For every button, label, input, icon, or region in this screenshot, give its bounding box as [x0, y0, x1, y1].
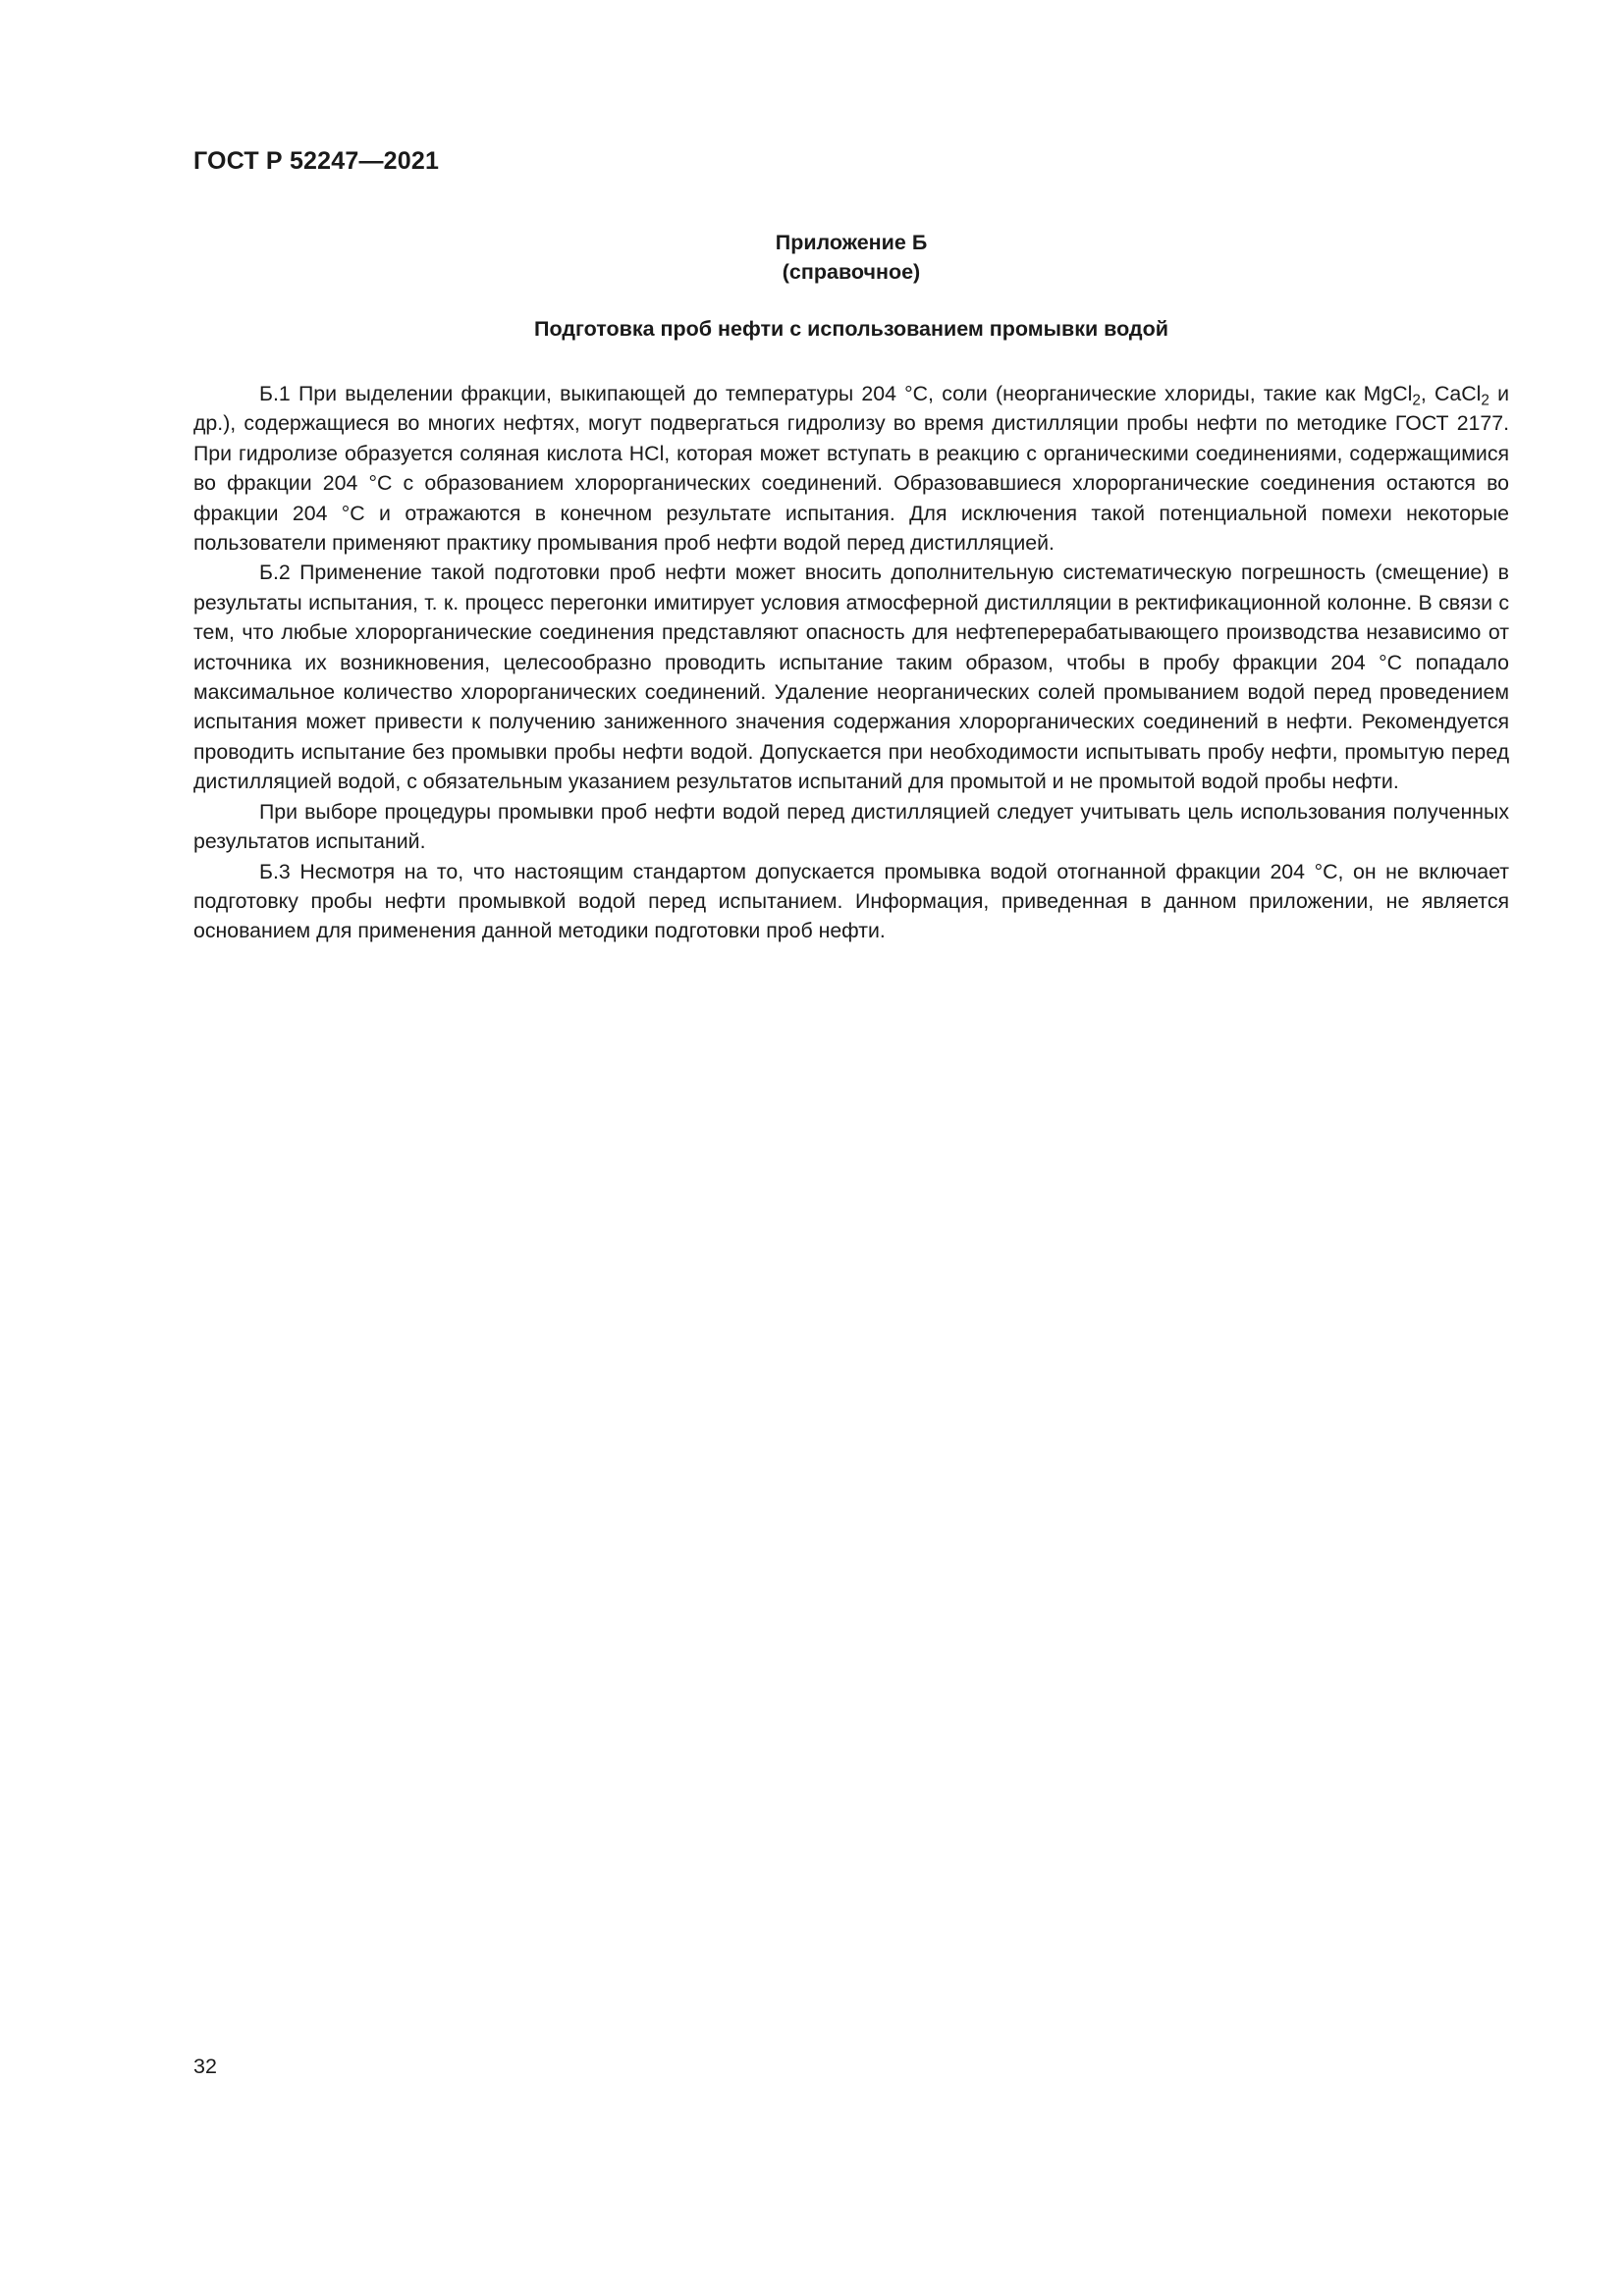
- paragraph-b1-part1: Б.1 При выделении фракции, выкипающей до температуры 204 °С, соли (неорганические хлориды, такие как MgCl: [259, 382, 1413, 405]
- appendix-title: Приложение Б: [775, 231, 928, 254]
- standard-number-header: ГОСТ Р 52247—2021: [193, 147, 440, 175]
- paragraph-b1: [193, 379, 1509, 558]
- paragraph-b2-continuation: При выборе процедуры промывки проб нефти водой перед дистилляцией следует учитывать цель использования полученных результатов испытаний.: [193, 799, 1509, 854]
- appendix-body: [193, 379, 1509, 946]
- appendix-heading: [193, 228, 1509, 287]
- appendix-subtitle: (справочное): [782, 260, 921, 284]
- paragraph-b3: Б.3 Несмотря на то, что настоящим стандартом допускается промывка водой отогнанной фракции 204 °С, он не включает подготовку пробы нефти промывкой водой перед испытанием. Информация, приведенная в данном приложении, не является основанием для применения данной методики подготовки проб нефти.: [193, 859, 1509, 943]
- section-title: Подготовка проб нефти с использованием промывки водой: [534, 317, 1168, 341]
- paragraph-b1-part3: и др.), содержащиеся во многих нефтях, могут подвергаться гидролизу во время дистилляции пробы нефти по методике ГОСТ 2177. При гидролизе образуется соляная кислота HCl, которая может вступать в реакцию с органическими соединениями, содержащимися во фракции 204 °С с образованием хлорорганических соединений. Образовавшиеся хлорорганические соединения остаются во фракции 204 °С и отражаются в конечном результате испытания. Для исключения такой потенциальной помехи некоторые пользователи применяют практику промывания проб нефти водой перед дистилляцией.: [193, 382, 1510, 556]
- subscript-cacl2: 2: [1481, 392, 1489, 409]
- paragraph-b2: Б.2 Применение такой подготовки проб нефти может вносить дополнительную систематическую погрешность (смещение) в результаты испытания, т. к. процесс перегонки имитирует условия атмосферной дистилляции в ректификационной колонне. В связи с тем, что любые хлорорганические соединения представляют опасность для нефтеперерабатывающего производства независимо от источника их возникновения, целесообразно проводить испытание таким образом, чтобы в пробу фракции 204 °С попадало максимальное количество хлорорганических соединений. Удаление неорганических солей промыванием водой перед проведением испытания может привести к получению заниженного значения содержания хлорорганических соединений в нефти. Рекомендуется проводить испытание без промывки пробы нефти водой. Допускается при необходимости испытывать пробу нефти, промытую перед дистилляцией водой, с обязательным указанием результатов испытаний для промытой и не промытой водой пробы нефти.: [193, 561, 1509, 794]
- paragraph-b1-part2: , CaCl: [1420, 382, 1482, 405]
- subscript-mgcl2: 2: [1412, 392, 1421, 409]
- page-number: 32: [193, 2055, 217, 2078]
